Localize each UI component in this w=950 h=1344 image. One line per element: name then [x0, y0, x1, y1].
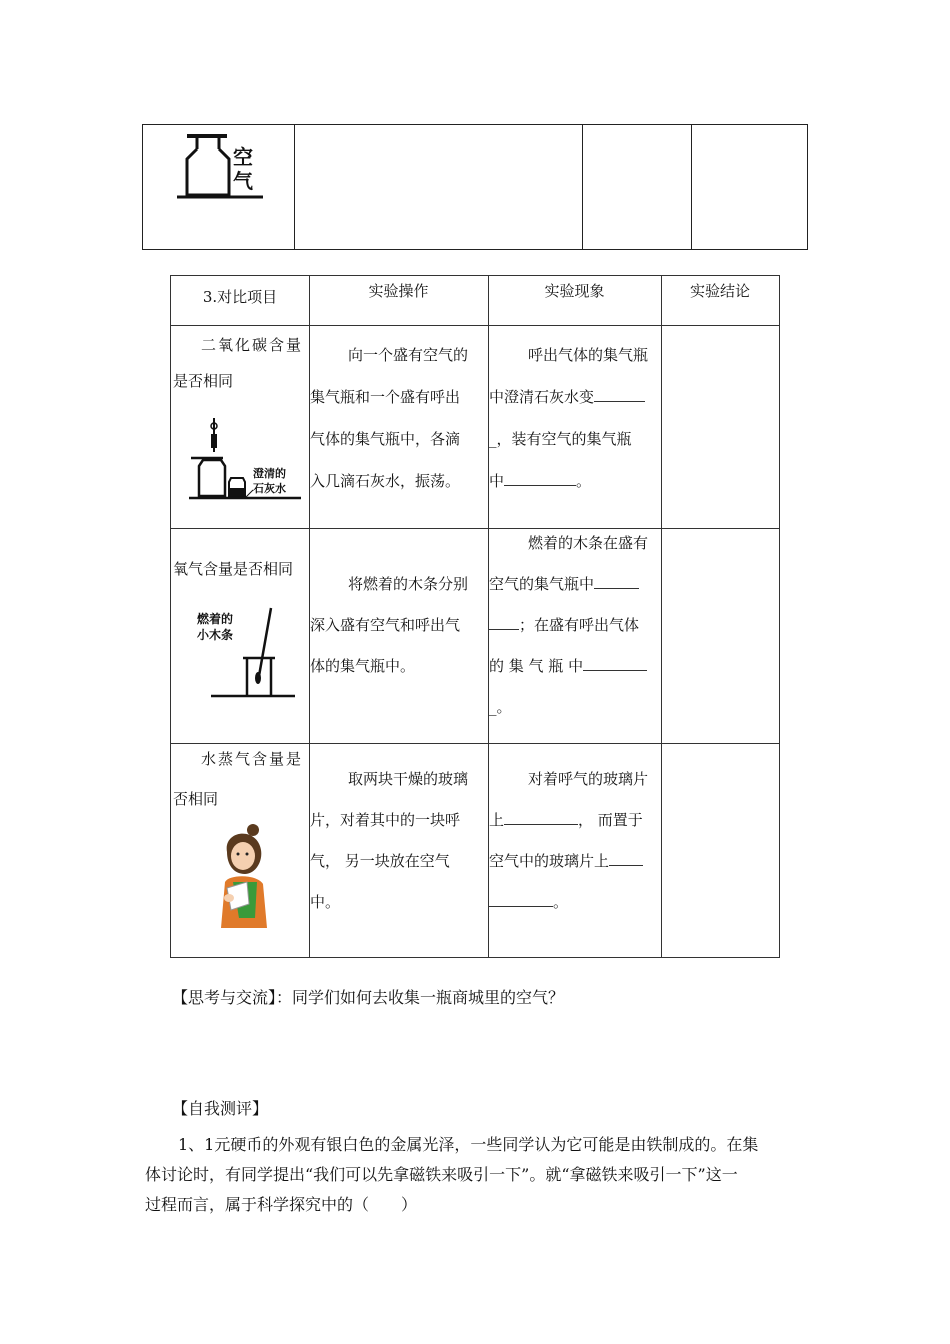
row1-ph-line3-blank-tail: _	[489, 430, 497, 448]
answer-blank	[583, 652, 647, 671]
answer-blank	[594, 570, 639, 589]
row3-op-line3: 气， 另一块放在空气	[310, 852, 450, 870]
row1-ph-line3	[489, 418, 632, 460]
row3-ph-line2-end: ， 而置于	[578, 811, 643, 829]
answer-blank	[489, 888, 553, 907]
answer-blank	[609, 847, 643, 866]
figure-label-stick-2: 小木条	[197, 628, 234, 642]
girl-breathing-figure	[211, 822, 275, 928]
bottle-label: 空气	[233, 145, 253, 193]
row1-ph-line3-text: ，装有空气的集气瓶	[496, 430, 632, 448]
row1-op-line3: 气体的集气瓶中，各滴	[310, 430, 461, 448]
row2-op-line2: 深入盛有空气和呼出气	[310, 616, 461, 634]
row3-item-line1: 水蒸气含量是	[201, 750, 304, 768]
figure-label-limewater-2: 石灰水	[253, 482, 286, 495]
row2-ph-line5-blank-tail: _	[489, 698, 497, 716]
row2-ph-line3-text: ；在盛有呼出气体	[519, 616, 640, 634]
answer-blank	[594, 383, 645, 402]
self-test-title: 【自我测评】	[172, 1099, 269, 1118]
figure-label-stick-1: 燃着的	[197, 612, 234, 626]
row1-op-line1: 向一个盛有空气的	[348, 346, 469, 364]
row3-ph-line4	[489, 881, 568, 923]
row3-ph-line3	[489, 840, 643, 882]
row1-item-line1: 二氧化碳含量	[201, 336, 304, 354]
row1-ph-line4	[489, 460, 591, 502]
row2-ph-line5-end: 。	[496, 698, 512, 716]
row3-ph-line2	[489, 799, 643, 841]
row1-op-line4: 入几滴石灰水，振荡。	[310, 472, 461, 490]
row1-item-line2: 是否相同	[173, 372, 234, 390]
table-divider	[661, 276, 662, 957]
row3-ph-line3-text: 空气中的玻璃片上	[489, 852, 610, 870]
question-1-line1: 1、1元硬币的外观有银白色的金属光泽，一些同学认为它可能是由铁制成的。在集	[178, 1135, 759, 1154]
table-divider	[582, 125, 583, 249]
row3-item-line2: 否相同	[173, 790, 219, 808]
row3-op-line4: 中。	[310, 893, 341, 911]
row2-ph-line2	[489, 563, 639, 605]
row2-op-line1: 将燃着的木条分别	[348, 575, 469, 593]
table-divider	[171, 528, 779, 529]
figure-label-limewater-1: 澄清的	[253, 467, 286, 480]
table-divider	[294, 125, 295, 249]
row1-ph-line2-text: 中澄清石灰水变	[489, 388, 595, 406]
answer-blank	[489, 611, 519, 630]
row1-ph-line1: 呼出气体的集气瓶	[528, 346, 649, 364]
row2-ph-line4-text: 的 集 气 瓶 中	[489, 657, 584, 675]
question-1-line2: 体讨论时，有同学提出“我们可以先拿磁铁来吸引一下”。就“拿磁铁来吸引一下”这一	[145, 1165, 738, 1184]
row2-ph-line5	[489, 686, 512, 728]
row1-op-line2: 集气瓶和一个盛有呼出	[310, 388, 461, 406]
row2-ph-line2-text: 空气的集气瓶中	[489, 575, 595, 593]
row2-ph-line1: 燃着的木条在盛有	[528, 534, 649, 552]
question-1-line3: 过程而言，属于科学探究中的（ ）	[145, 1195, 418, 1214]
comparison-table	[170, 275, 780, 958]
row2-item-line1: 氧气含量是否相同	[173, 560, 294, 578]
row3-op-line2: 片，对着其中的一块呼	[310, 811, 461, 829]
header-conclusion: 实验结论	[689, 282, 750, 300]
answer-blank	[504, 806, 578, 825]
row1-ph-line4-text: 中	[489, 472, 505, 490]
row1-ph-line4-end: 。	[576, 472, 592, 490]
top-table	[142, 124, 808, 250]
row2-op-line3: 体的集气瓶中。	[310, 657, 416, 675]
answer-blank	[504, 467, 576, 486]
row3-op-line1: 取两块干燥的玻璃	[348, 770, 469, 788]
table-divider	[691, 125, 692, 249]
row3-ph-line4-end: 。	[553, 893, 569, 911]
row2-ph-line3	[489, 604, 639, 646]
header-phenomenon: 实验现象	[544, 282, 605, 300]
row1-ph-line2	[489, 376, 645, 418]
row2-ph-line4	[489, 645, 647, 687]
row3-ph-line1: 对着呼气的玻璃片	[528, 770, 649, 788]
header-operation: 实验操作	[368, 282, 429, 300]
header-compare-item: 3.对比项目	[202, 288, 278, 306]
row3-ph-line2-text: 上	[489, 811, 505, 829]
think-and-discuss: 【思考与交流】：同学们如何去收集一瓶商城里的空气？	[172, 988, 565, 1007]
